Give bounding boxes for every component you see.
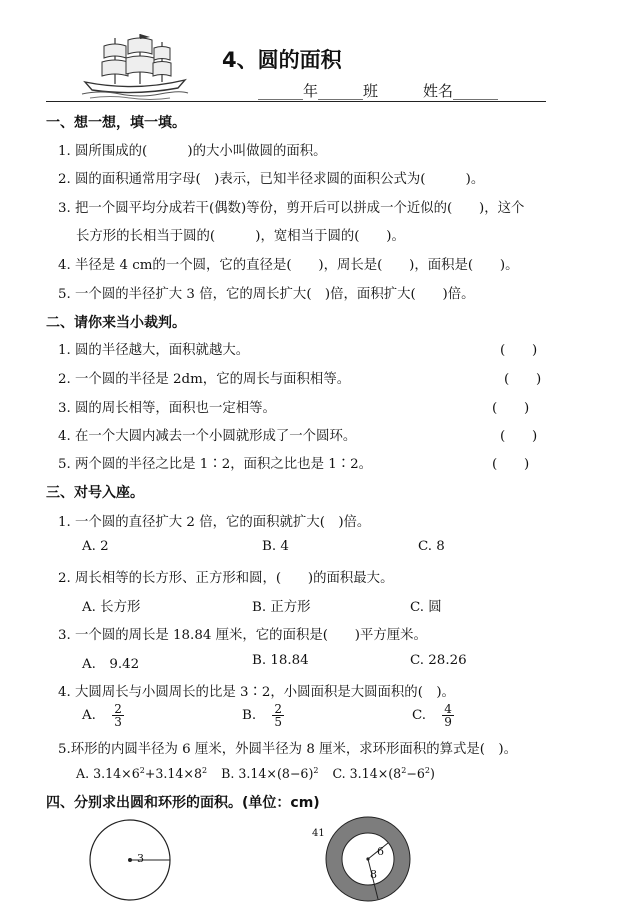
choice-2-option-c: C. 圆 — [410, 600, 442, 615]
choice-question-1: 1. 一个圆的直径扩大 2 倍，它的面积就扩大( )倍。 — [58, 515, 371, 530]
judge-answer-4: ( ) — [500, 429, 538, 444]
option-b-text: B. 3.14×(8−6) — [221, 766, 314, 782]
fill-question-3: 3. 把一个圆平均分成若干(偶数)等份，剪开后可以拼成一个近似的( )，这个 — [58, 201, 525, 216]
choice-question-4: 4. 大圆周长与小圆周长的比是 3∶2，小圆面积是大圆面积的( )。 — [58, 685, 455, 700]
judge-question-3: 3. 圆的周长相等，面积也一定相等。 — [58, 401, 276, 416]
option-c — [332, 766, 434, 781]
header-divider — [46, 101, 546, 102]
exponent: 2 — [201, 766, 208, 775]
ship-illustration — [80, 30, 190, 104]
choice-2-option-b: B. 正方形 — [252, 600, 311, 615]
option-a-text-2: +3.14×8 — [144, 766, 202, 782]
choice-4-option-a — [82, 703, 124, 728]
choice-question-5: 5.环形的内圆半径为 6 厘米，外圆半径为 8 厘米，求环形面积的算式是( )。 — [58, 742, 518, 757]
judge-question-2: 2. 一个圆的半径是 2dm，它的周长与面积相等。 — [58, 372, 351, 387]
circle-radius-label: 3 — [137, 852, 144, 865]
choice-3-option-a: A. 9.42 — [82, 657, 140, 672]
fill-question-5: 5. 一个圆的半径扩大 3 倍，它的周长扩大( )倍，面积扩大( )倍。 — [58, 287, 475, 302]
option-c-text: C. 3.14×(8 — [332, 766, 402, 782]
fill-question-4: 4. 半径是 4 cm的一个圆，它的直径是( )，周长是( )，面积是( )。 — [58, 258, 519, 273]
choice-2-option-a: A. 长方形 — [82, 600, 141, 615]
page-number: 41 — [312, 828, 325, 839]
judge-answer-5: ( ) — [492, 457, 530, 472]
exponent: 2 — [401, 766, 407, 775]
section-2-heading: 二、请你来当小裁判。 — [46, 315, 186, 331]
page-title: 4、圆的面积 — [222, 48, 342, 72]
choice-4-option-b — [242, 703, 284, 728]
choice-question-2: 2. 周长相等的长方形、正方形和圆，( )的面积最大。 — [58, 571, 394, 586]
fraction-numerator: 2 — [274, 702, 283, 716]
judge-question-1: 1. 圆的半径越大，面积就越大。 — [58, 343, 250, 358]
choice-1-option-b: B. 4 — [262, 539, 289, 554]
section-4-heading: 四、分别求出圆和环形的面积。(单位：cm) — [46, 795, 320, 811]
judge-question-4: 4. 在一个大圆内减去一个小圆就形成了一个圆环。 — [58, 429, 357, 444]
judge-answer-3: ( ) — [492, 401, 530, 416]
option-label: C. — [412, 708, 427, 723]
fraction-numerator: 2 — [114, 702, 122, 716]
ring-inner-radius-label: 6 — [377, 845, 384, 858]
choice-3-option-b: B. 18.84 — [252, 653, 309, 668]
option-a — [76, 766, 207, 781]
ring-outer-radius-label: 8 — [370, 868, 377, 881]
fraction-denominator: 5 — [274, 715, 283, 729]
fraction-numerator: 4 — [444, 702, 452, 716]
exponent: 2 — [424, 766, 430, 775]
fraction — [442, 703, 454, 728]
exponent: 2 — [139, 766, 145, 775]
fraction — [272, 703, 284, 728]
section-3-heading: 三、对号入座。 — [46, 485, 144, 501]
fill-question-1: 1. 圆所围成的( )的大小叫做圆的面积。 — [58, 144, 327, 159]
judge-answer-2: ( ) — [504, 372, 542, 387]
choice-question-3: 3. 一个圆的周长是 18.84 厘米，它的面积是( )平方厘米。 — [58, 628, 427, 643]
option-c-text-2: −6 — [406, 766, 425, 782]
option-b — [221, 766, 318, 781]
choice-1-option-a: A. 2 — [82, 539, 109, 554]
fraction-denominator: 3 — [114, 715, 122, 729]
section-1-heading: 一、想一想，填一填。 — [46, 115, 186, 131]
fill-question-3-cont: 长方形的长相当于圆的( )，宽相当于圆的( )。 — [76, 229, 405, 244]
option-a-text: A. 3.14×6 — [76, 766, 140, 782]
exponent: 2 — [313, 766, 319, 775]
fill-question-2: 2. 圆的面积通常用字母( )表示，已知半径求圆的面积公式为( )。 — [58, 172, 485, 187]
circle-figure — [88, 816, 178, 908]
fraction — [112, 703, 124, 728]
fraction-denominator: 9 — [444, 715, 452, 729]
choice-4-option-c — [412, 703, 454, 728]
choice-1-option-c: C. 8 — [418, 539, 445, 554]
option-c-text-3: ) — [429, 766, 435, 782]
choice-3-option-c: C. 28.26 — [410, 653, 467, 668]
ring-figure — [322, 815, 414, 907]
class-name-line: ______年______班 姓名______ — [258, 82, 499, 100]
judge-question-5: 5. 两个圆的半径之比是 1∶2，面积之比也是 1∶2。 — [58, 457, 373, 472]
judge-answer-1: ( ) — [500, 343, 538, 358]
option-label: B. — [242, 708, 257, 723]
option-label: A. — [82, 708, 96, 723]
choice-5-options — [76, 766, 435, 781]
